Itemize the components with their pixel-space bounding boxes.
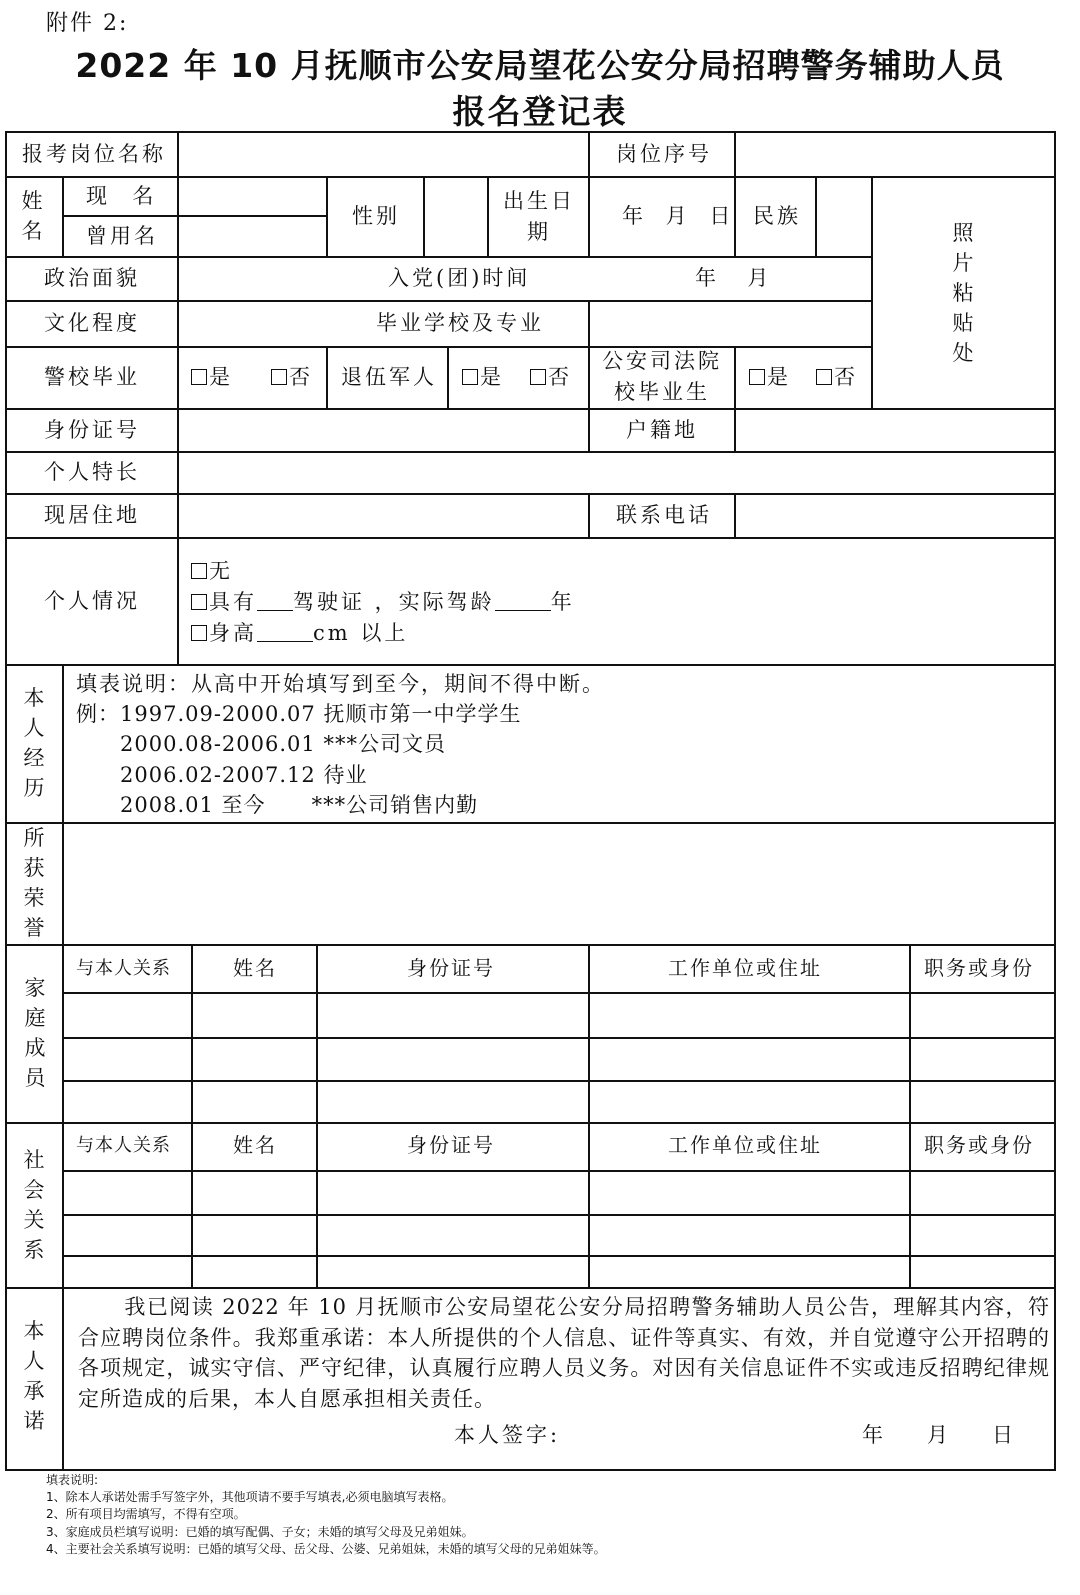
checkbox-icon[interactable]: [462, 369, 478, 385]
situation-height[interactable]: 身高 cm 以上: [191, 623, 408, 644]
social-label: 社会关系: [23, 1148, 45, 1262]
col-divider: [177, 131, 179, 664]
ethnicity-label: 民族: [753, 204, 801, 228]
specialty-label: 个人特长: [44, 460, 140, 484]
honors-label: 所获荣誉: [23, 826, 45, 940]
row-divider: [5, 1122, 1056, 1124]
police-school-no[interactable]: 否: [271, 367, 313, 388]
current-name-label: 现 名: [86, 184, 158, 208]
pledge-text: 我已阅读 2022 年 10 月抚顺市公安局望花公安分局招聘警务辅助人员公告，理解其内容，符合应聘岗位条件。我郑重承诺：本人所提供的个人信息、证件等真实、有效，并自觉遵守公开招聘的各项规定，诚实守信、严守纪律，认真履行应聘人员义务。对因有关信息证件不实或违反招聘纪律规定所造成的后果，本人自愿承担相关责任。: [78, 1295, 1050, 1411]
col-divider: [191, 944, 193, 1287]
col-divider: [447, 346, 449, 408]
family-col-id: 身份证号: [407, 956, 495, 980]
col-divider: [815, 176, 817, 256]
col-divider: [588, 408, 590, 451]
col-divider: [588, 493, 590, 537]
veteran-yes[interactable]: 是: [462, 367, 504, 388]
col-divider: [62, 664, 64, 1471]
col-divider: [588, 300, 590, 346]
justice-school-no[interactable]: 否: [816, 367, 858, 388]
checkbox-icon[interactable]: [191, 563, 207, 579]
family-col-name: 姓名: [233, 956, 277, 980]
experience-note: 填表说明：从高中开始填写到至今，期间不得中断。: [76, 672, 605, 696]
name-label: 姓名: [21, 189, 43, 243]
justice-school-label: 公安司法院: [602, 349, 722, 373]
row-divider: [5, 408, 1056, 410]
party-time-value: 年 月: [695, 266, 775, 290]
blank-line: [495, 592, 551, 611]
experience-line: 2000.08-2006.01 ***公司文员: [120, 732, 446, 756]
col-divider: [734, 346, 736, 408]
row-divider: [62, 215, 326, 217]
situation-license[interactable]: 具有 驾驶证 ，实际驾龄 年: [191, 592, 575, 613]
social-col-relation: 与本人关系: [76, 1135, 171, 1156]
row-divider: [5, 451, 1056, 453]
police-school-label: 警校毕业: [44, 365, 140, 389]
blank-line: [257, 623, 313, 642]
family-label: 家庭成员: [24, 976, 46, 1090]
checkbox-icon[interactable]: [816, 369, 832, 385]
social-col-name: 姓名: [233, 1133, 277, 1157]
row-divider: [5, 664, 1056, 666]
checkbox-icon[interactable]: [530, 369, 546, 385]
social-col-work: 工作单位或住址: [668, 1133, 822, 1157]
row-divider: [62, 1170, 1056, 1172]
political-label: 政治面貌: [44, 266, 140, 290]
row-divider: [5, 300, 872, 302]
gender-label: 性别: [352, 204, 400, 228]
row-divider: [5, 822, 1056, 824]
col-divider: [588, 131, 590, 256]
family-col-relation: 与本人关系: [76, 958, 171, 979]
note-item: 4、主要社会关系填写说明：已婚的填写父母、岳父母、公婆、兄弟姐妹，未婚的填写父母的兄弟姐妹等。: [46, 1541, 606, 1556]
experience-label: 本人经历: [23, 686, 45, 800]
checkbox-icon[interactable]: [271, 369, 287, 385]
family-col-work: 工作单位或住址: [668, 956, 822, 980]
checkbox-icon[interactable]: [191, 594, 207, 610]
row-divider: [5, 346, 872, 348]
birth-value: 年 月 日: [622, 204, 739, 228]
col-divider: [326, 346, 328, 408]
col-divider: [326, 176, 328, 256]
pledge-label: 本人承诺: [23, 1319, 45, 1433]
col-divider: [871, 176, 873, 408]
row-divider: [62, 1214, 1056, 1216]
position-no-label: 岗位序号: [616, 142, 712, 166]
school-major-label: 毕业学校及专业: [376, 311, 544, 335]
row-divider: [62, 1255, 1056, 1257]
col-divider: [423, 176, 425, 256]
former-name-label: 曾用名: [86, 224, 158, 248]
col-divider: [62, 176, 64, 256]
row-divider: [5, 537, 1056, 539]
form-subtitle: 报名登记表: [452, 92, 628, 131]
social-col-id: 身份证号: [407, 1133, 495, 1157]
hukou-label: 户籍地: [626, 418, 698, 442]
row-divider: [5, 176, 1056, 178]
row-divider: [5, 1287, 1056, 1289]
row-divider: [62, 1037, 1056, 1039]
note-item: 3、家庭成员栏填写说明：已婚的填写配偶、子女；未婚的填写父母及兄弟姐妹。: [46, 1524, 474, 1539]
birth-label-2: 期: [527, 220, 551, 244]
notes-title: 填表说明:: [46, 1473, 99, 1487]
signature-label: 本人签字:: [454, 1423, 561, 1447]
attachment-label: 附件 2:: [46, 11, 129, 36]
residence-label: 现居住地: [44, 503, 140, 527]
row-divider: [5, 944, 1056, 946]
row-divider: [62, 992, 1056, 994]
col-divider: [734, 131, 736, 256]
blank-line: [257, 592, 293, 611]
checkbox-icon[interactable]: [191, 625, 207, 641]
row-divider: [5, 493, 1056, 495]
row-divider: [5, 256, 872, 258]
note-item: 2、所有项目均需填写，不得有空项。: [46, 1507, 246, 1522]
col-divider: [909, 944, 911, 1287]
personal-situation-label: 个人情况: [44, 589, 140, 613]
veteran-label: 退伍军人: [341, 365, 437, 389]
col-divider: [734, 408, 736, 451]
situation-none[interactable]: 无: [191, 561, 233, 582]
education-label: 文化程度: [44, 311, 140, 335]
checkbox-icon[interactable]: [749, 369, 765, 385]
social-col-duty: 职务或身份: [924, 1133, 1034, 1157]
police-school-yes[interactable]: 是: [191, 367, 233, 388]
signature-date: 年 月 日: [862, 1423, 1020, 1447]
checkbox-icon[interactable]: [191, 369, 207, 385]
form-title: 2022 年 10 月抚顺市公安局望花公安分局招聘警务辅助人员: [75, 46, 1005, 85]
notes-section: [46, 1472, 606, 1558]
col-divider: [588, 944, 590, 1287]
row-divider: [62, 1080, 1056, 1082]
col-divider: [588, 346, 590, 408]
justice-school-yes[interactable]: 是: [749, 367, 791, 388]
note-item: 1、除本人承诺处需手写签字外，其他项请不要手写填表,必须电脑填写表格。: [46, 1490, 454, 1505]
justice-school-label-2: 校毕业生: [614, 380, 710, 404]
photo-area-label: 照片粘贴处: [952, 221, 974, 365]
family-col-duty: 职务或身份: [924, 956, 1034, 980]
experience-line: 2008.01 至今 ***公司销售内勤: [120, 793, 479, 817]
phone-label: 联系电话: [616, 503, 712, 527]
birth-label: 出生日: [503, 189, 575, 213]
veteran-no[interactable]: 否: [530, 367, 572, 388]
col-divider: [487, 176, 489, 256]
party-time-label: 入党(团)时间: [388, 266, 531, 290]
experience-line: 例：1997.09-2000.07 抚顺市第一中学学生: [76, 702, 522, 726]
experience-line: 2006.02-2007.12 待业: [120, 763, 368, 787]
id-number-label: 身份证号: [44, 418, 140, 442]
position-name-label: 报考岗位名称: [22, 142, 166, 166]
col-divider: [316, 944, 318, 1287]
col-divider: [734, 493, 736, 537]
